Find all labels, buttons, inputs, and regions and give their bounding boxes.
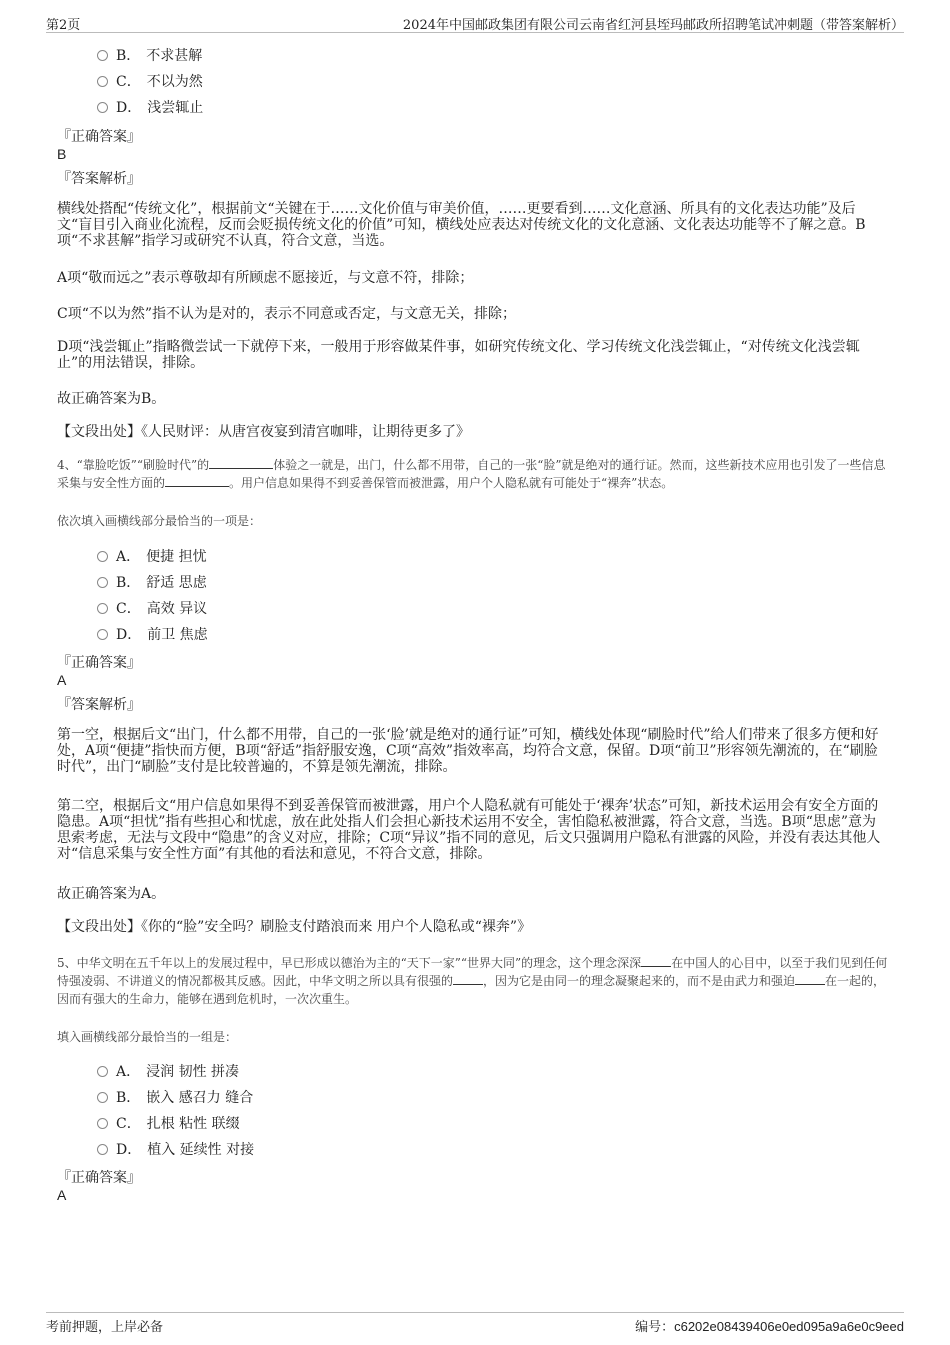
page-number: 第2页	[46, 18, 81, 33]
q3-analysis-p4: D项“浅尝辄止”指略微尝试一下就停下来，一般用于形容做某件事，如研究传统文化、学习传统文化浅尝辄止，“对传统文化浅尝辄止”的用法错误，排除。	[57, 339, 860, 371]
q3-analysis-p1: 横线处搭配“传统文化”，根据前文“关键在于……文化价值与审美价值，……更要看到……文化意涵、所具有的文化表达功能”及后文“盲目引入商业化流程，反而会贬损传统文化的价值”可知，横线处应表达对传统文化的文化意涵、文化表达功能等不了解之意。B项“不求甚解”指学习或研究不认真，符合文意，当选。	[57, 201, 866, 249]
q5-prompt: 填入画横线部分最恰当的一组是：	[57, 1030, 238, 1044]
blank-line	[165, 486, 229, 487]
q4-prompt: 依次填入画横线部分最恰当的一项是：	[57, 514, 262, 528]
q3-analysis-label: 『答案解析』	[57, 171, 141, 187]
q4-answer-label: 『正确答案』	[57, 655, 141, 671]
q4-answer: A	[57, 672, 67, 688]
q3-answer: B	[57, 146, 67, 162]
q4-option-a[interactable]: A． 便捷 担忧	[97, 547, 207, 567]
q3-analysis-p2: A项“敬而远之”表示尊敬却有所顾虑不愿接近，与文意不符，排除；	[57, 270, 474, 286]
blank-line	[795, 984, 825, 985]
q3-analysis-p3: C项“不以为然”指不认为是对的，表示不同意或否定，与文意无关，排除；	[57, 306, 517, 322]
radio-icon[interactable]	[97, 577, 108, 588]
radio-icon[interactable]	[97, 603, 108, 614]
q4-option-d[interactable]: D． 前卫 焦虑	[97, 625, 208, 645]
q4-analysis-p1: 第一空，根据后文“出门，什么都不用带，自己的一张‘脸’就是绝对的通行证”可知，横线处体现“刷脸时代”给人们带来了很多方便和好处，A项“便捷”指快而方便，B项“舒适”指舒服安逸，C项“高效”指效率高，均符合文意，保留。D项“前卫”形容领先潮流的，在“刷脸时代”，出门“刷脸”支付是比较普遍的，不算是领先潮流，排除。	[57, 727, 879, 775]
q3-conclusion: 故正确答案为B。	[57, 391, 166, 407]
q4-analysis-p2: 第二空，根据后文“用户信息如果得不到妥善保管而被泄露，用户个人隐私就有可能处于‘裸奔’状态”可知，新技术运用会有安全方面的隐患。A项“担忧”指有些担心和忧虑，放在此处指人们会担心新技术运用不安全，害怕隐私被泄露，符合文意，当选。B项“思虑”意为思索考虑，无法与文段中“隐患”的含义对应，排除；C项“异议”指不同的意见，后文只强调用户隐私有泄露的风险，并没有表达其他人对“信息采集与安全性方面”有其他的看法和意见，不符合文意，排除。	[57, 798, 881, 862]
radio-icon[interactable]	[97, 76, 108, 87]
q5-option-c[interactable]: C． 扎根 粘性 联缀	[97, 1114, 240, 1134]
radio-icon[interactable]	[97, 102, 108, 113]
footer-slogan: 考前押题，上岸必备	[46, 1320, 164, 1335]
q5-stem: 5、中华文明在五千年以上的发展过程中，早已形成以德治为主的“天下一家”“世界大同”的理念，这个理念深深 在中国人的心目中，以至于我们见到任何恃强凌弱、不讲道义的情况都极其反感。因此，中华文明之所以具有很强的 ，因为它是由同一的理念凝聚起来的，而不是由武力和强迫 在一起的，因而有强大的生命力，能够在遇到危机时，一次次重生。	[57, 956, 888, 1006]
q5-option-b[interactable]: B． 嵌入 感召力 缝合	[97, 1088, 253, 1108]
q5-answer: A	[57, 1187, 67, 1203]
q5-option-d[interactable]: D． 植入 延续性 对接	[97, 1140, 254, 1160]
radio-icon[interactable]	[97, 50, 108, 61]
page-footer	[46, 1312, 904, 1335]
q5-option-a[interactable]: A． 浸润 韧性 拼凑	[97, 1062, 239, 1082]
q4-option-c[interactable]: C． 高效 异议	[97, 599, 207, 619]
radio-icon[interactable]	[97, 1144, 108, 1155]
q4-source: 【文段出处】《你的“脸”安全吗？刷脸支付踏浪而来 用户个人隐私或“裸奔”》	[57, 919, 532, 935]
q5-answer-label: 『正确答案』	[57, 1170, 141, 1186]
blank-line	[453, 984, 483, 985]
radio-icon[interactable]	[97, 1092, 108, 1103]
q4-analysis-label: 『答案解析』	[57, 697, 141, 713]
radio-icon[interactable]	[97, 629, 108, 640]
q3-option-d[interactable]: D． 浅尝辄止	[97, 98, 203, 118]
q3-answer-label: 『正确答案』	[57, 129, 141, 145]
q4-stem: 4、“靠脸吃饭”“刷脸时代”的 体验之一就是，出门，什么都不用带，自己的一张“脸”就是绝对的通行证。然而，这些新技术应用也引发了一些信息采集与安全性方面的 。用户信息如果得不到妥善保管而被泄露，用户个人隐私就有可能处于“裸奔”状态。	[57, 458, 886, 490]
q4-option-b[interactable]: B． 舒适 思虑	[97, 573, 207, 593]
radio-icon[interactable]	[97, 551, 108, 562]
q3-option-c[interactable]: C． 不以为然	[97, 72, 203, 92]
radio-icon[interactable]	[97, 1118, 108, 1129]
q4-conclusion: 故正确答案为A。	[57, 886, 166, 902]
blank-line	[641, 966, 671, 967]
blank-line	[209, 468, 273, 469]
document-code: 编号：c6202e08439406e0ed095a9a6e0c9eed	[635, 1319, 904, 1335]
q3-option-b[interactable]: B． 不求甚解	[97, 46, 202, 66]
document-title: 2024年中国邮政集团有限公司云南省红河县垤玛邮政所招聘笔试冲刺题（带答案解析）	[402, 18, 904, 33]
page-header	[46, 14, 904, 33]
q3-source: 【文段出处】《人民财评：从唐宫夜宴到清宫咖啡，让期待更多了》	[57, 424, 470, 440]
radio-icon[interactable]	[97, 1066, 108, 1077]
